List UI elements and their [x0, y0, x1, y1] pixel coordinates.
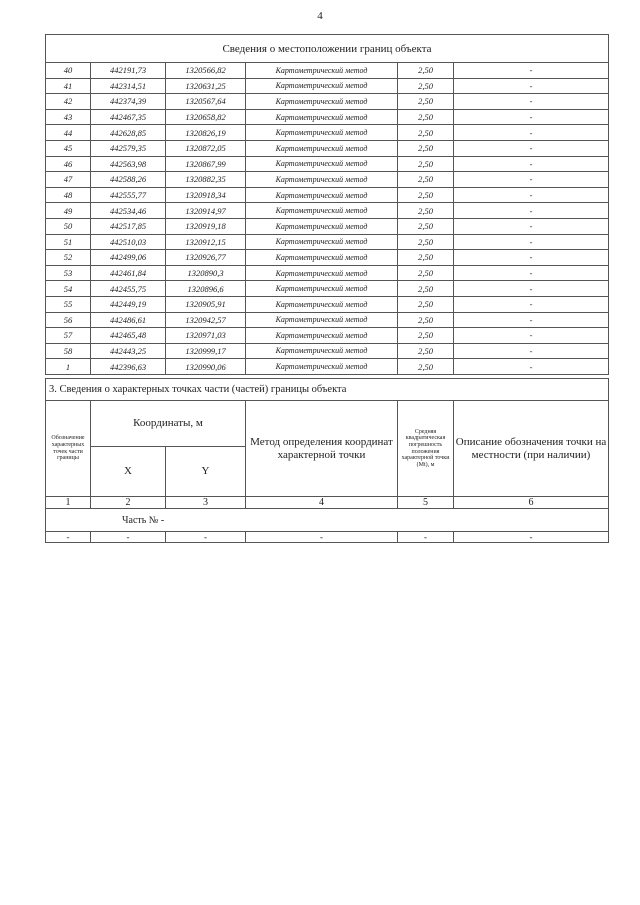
point-number: 42	[46, 94, 91, 110]
coord-x: 442449,19	[91, 296, 166, 312]
coord-y: 1320926,77	[166, 250, 246, 266]
coord-x: 442443,25	[91, 343, 166, 359]
col-number: 6	[454, 497, 609, 509]
coord-y: 1320919,18	[166, 218, 246, 234]
col-number: 4	[246, 497, 398, 509]
table-row	[46, 109, 609, 125]
description: -	[454, 328, 609, 344]
table-row	[46, 156, 609, 172]
coord-y: 1320990,06	[166, 359, 246, 375]
point-number: 57	[46, 328, 91, 344]
parts-section-title: 3. Сведения о характерных точках части (частей) границы объекта	[46, 379, 609, 401]
point-number: 49	[46, 203, 91, 219]
mt-value: 2,50	[398, 234, 454, 250]
coord-y: 1320942,57	[166, 312, 246, 328]
dash-cell: -	[166, 532, 246, 543]
dash-cell: -	[91, 532, 166, 543]
dash-cell: -	[246, 532, 398, 543]
point-number: 58	[46, 343, 91, 359]
coord-x: 442455,75	[91, 281, 166, 297]
coord-x: 442628,85	[91, 125, 166, 141]
coord-x: 442588,26	[91, 172, 166, 188]
coord-x: 442534,46	[91, 203, 166, 219]
mt-value: 2,50	[398, 296, 454, 312]
table-row	[46, 328, 609, 344]
coord-y: 1320631,25	[166, 78, 246, 94]
table-row	[46, 296, 609, 312]
description: -	[454, 109, 609, 125]
method: Картометрический метод	[246, 125, 398, 141]
coord-x: 442486,61	[91, 312, 166, 328]
page-number: 4	[317, 10, 323, 22]
table-row	[46, 63, 609, 79]
coord-x: 442374,39	[91, 94, 166, 110]
table-row	[46, 343, 609, 359]
table-row	[46, 203, 609, 219]
table-row	[46, 234, 609, 250]
mt-value: 2,50	[398, 125, 454, 141]
coord-x: 442510,03	[91, 234, 166, 250]
method: Картометрический метод	[246, 203, 398, 219]
method: Картометрический метод	[246, 281, 398, 297]
header-method: Метод определения координат характерной точки	[246, 401, 398, 497]
col-number: 2	[91, 497, 166, 509]
description: -	[454, 281, 609, 297]
method: Картометрический метод	[246, 250, 398, 266]
header-mt: Средняя квадратическая погрешность положения характерной точки (Mt), м	[398, 401, 454, 497]
coord-y: 1320896,6	[166, 281, 246, 297]
method: Картометрический метод	[246, 63, 398, 79]
coord-x: 442517,85	[91, 218, 166, 234]
mt-value: 2,50	[398, 140, 454, 156]
method: Картометрический метод	[246, 328, 398, 344]
method: Картометрический метод	[246, 312, 398, 328]
description: -	[454, 63, 609, 79]
description: -	[454, 250, 609, 266]
description: -	[454, 125, 609, 141]
mt-value: 2,50	[398, 218, 454, 234]
boundaries-section-title: Сведения о местоположении границ объекта	[46, 35, 609, 63]
header-x: X	[91, 447, 166, 497]
method: Картометрический метод	[246, 234, 398, 250]
description: -	[454, 312, 609, 328]
description: -	[454, 203, 609, 219]
description: -	[454, 218, 609, 234]
table-row	[46, 172, 609, 188]
point-number: 44	[46, 125, 91, 141]
col-number: 5	[398, 497, 454, 509]
mt-value: 2,50	[398, 265, 454, 281]
dash-cell: -	[398, 532, 454, 543]
method: Картометрический метод	[246, 94, 398, 110]
mt-value: 2,50	[398, 250, 454, 266]
method: Картометрический метод	[246, 359, 398, 375]
mt-value: 2,50	[398, 94, 454, 110]
point-number: 55	[46, 296, 91, 312]
coord-y: 1320567,64	[166, 94, 246, 110]
coord-y: 1320658,82	[166, 109, 246, 125]
method: Картометрический метод	[246, 156, 398, 172]
part-label: Часть № -	[46, 509, 609, 532]
description: -	[454, 296, 609, 312]
mt-value: 2,50	[398, 343, 454, 359]
coord-x: 442191,73	[91, 63, 166, 79]
table-row	[46, 140, 609, 156]
coord-y: 1320905,91	[166, 296, 246, 312]
mt-value: 2,50	[398, 109, 454, 125]
method: Картометрический метод	[246, 343, 398, 359]
point-number: 56	[46, 312, 91, 328]
header-y: Y	[166, 447, 246, 497]
table-row	[46, 250, 609, 266]
col-number: 1	[46, 497, 91, 509]
point-number: 43	[46, 109, 91, 125]
point-number: 46	[46, 156, 91, 172]
description: -	[454, 343, 609, 359]
method: Картометрический метод	[246, 187, 398, 203]
description: -	[454, 94, 609, 110]
coord-x: 442396,63	[91, 359, 166, 375]
table-row	[46, 125, 609, 141]
description: -	[454, 359, 609, 375]
coord-y: 1320912,15	[166, 234, 246, 250]
point-number: 1	[46, 359, 91, 375]
method: Картометрический метод	[246, 172, 398, 188]
point-number: 41	[46, 78, 91, 94]
point-number: 52	[46, 250, 91, 266]
coord-x: 442461,84	[91, 265, 166, 281]
mt-value: 2,50	[398, 156, 454, 172]
boundary-coordinates-table	[45, 34, 609, 375]
method: Картометрический метод	[246, 218, 398, 234]
description: -	[454, 234, 609, 250]
coord-y: 1320971,03	[166, 328, 246, 344]
description: -	[454, 78, 609, 94]
method: Картометрический метод	[246, 265, 398, 281]
coord-y: 1320566,82	[166, 63, 246, 79]
dash-cell: -	[454, 532, 609, 543]
coord-x: 442467,35	[91, 109, 166, 125]
coord-y: 1320867,99	[166, 156, 246, 172]
method: Картометрический метод	[246, 109, 398, 125]
method: Картометрический метод	[246, 78, 398, 94]
point-number: 51	[46, 234, 91, 250]
dash-cell: -	[46, 532, 91, 543]
description: -	[454, 140, 609, 156]
table-row	[46, 187, 609, 203]
table-row	[46, 312, 609, 328]
table-row	[46, 94, 609, 110]
table-row	[46, 359, 609, 375]
mt-value: 2,50	[398, 78, 454, 94]
mt-value: 2,50	[398, 172, 454, 188]
coord-y: 1320918,34	[166, 187, 246, 203]
coord-x: 442499,06	[91, 250, 166, 266]
coord-y: 1320882,35	[166, 172, 246, 188]
coord-x: 442579,35	[91, 140, 166, 156]
coord-y: 1320872,05	[166, 140, 246, 156]
point-number: 48	[46, 187, 91, 203]
coord-x: 442465,48	[91, 328, 166, 344]
point-number: 47	[46, 172, 91, 188]
table-row	[46, 281, 609, 297]
description: -	[454, 172, 609, 188]
mt-value: 2,50	[398, 328, 454, 344]
header-designation: Обозначение характерных точек части границы	[46, 401, 91, 497]
part-points-table	[45, 378, 609, 543]
coord-y: 1320826,19	[166, 125, 246, 141]
coord-y: 1320999,17	[166, 343, 246, 359]
header-description: Описание обозначения точки на местности (при наличии)	[454, 401, 609, 497]
coord-y: 1320914,97	[166, 203, 246, 219]
table-row	[46, 265, 609, 281]
point-number: 50	[46, 218, 91, 234]
point-number: 45	[46, 140, 91, 156]
point-number: 54	[46, 281, 91, 297]
coord-x: 442555,77	[91, 187, 166, 203]
table-row	[46, 78, 609, 94]
table-row	[46, 218, 609, 234]
description: -	[454, 187, 609, 203]
coord-x: 442314,51	[91, 78, 166, 94]
mt-value: 2,50	[398, 63, 454, 79]
mt-value: 2,50	[398, 187, 454, 203]
mt-value: 2,50	[398, 312, 454, 328]
coord-x: 442563,98	[91, 156, 166, 172]
description: -	[454, 156, 609, 172]
point-number: 40	[46, 63, 91, 79]
point-number: 53	[46, 265, 91, 281]
col-number: 3	[166, 497, 246, 509]
mt-value: 2,50	[398, 359, 454, 375]
coord-y: 1320890,3	[166, 265, 246, 281]
header-coordinates: Координаты, м	[91, 401, 246, 447]
mt-value: 2,50	[398, 281, 454, 297]
method: Картометрический метод	[246, 296, 398, 312]
method: Картометрический метод	[246, 140, 398, 156]
mt-value: 2,50	[398, 203, 454, 219]
description: -	[454, 265, 609, 281]
